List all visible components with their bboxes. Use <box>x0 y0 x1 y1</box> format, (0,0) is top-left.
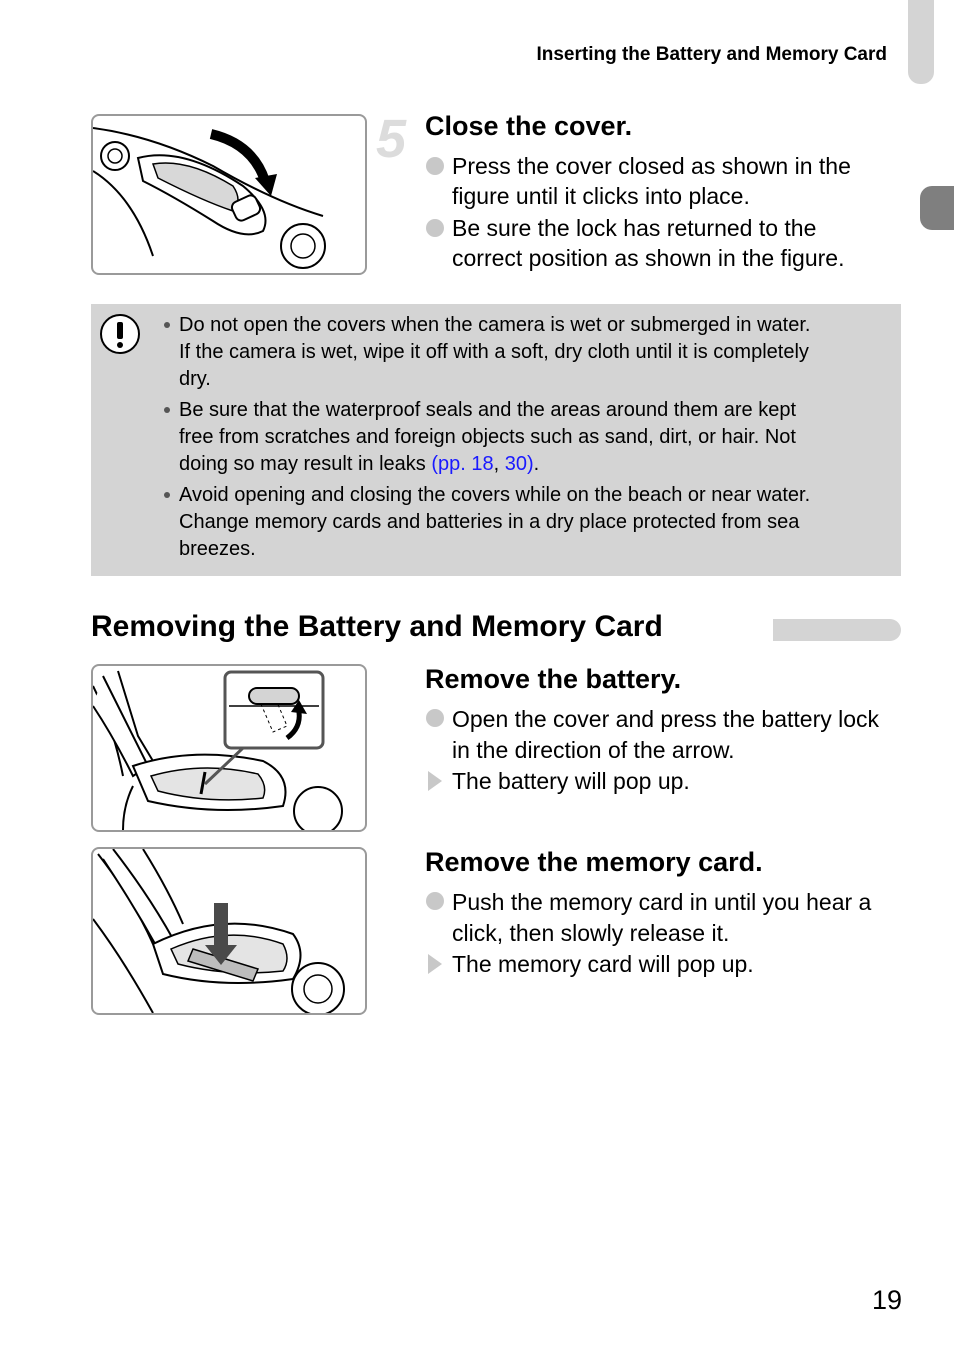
step-result-text: The battery will pop up. <box>452 768 690 794</box>
step-text-line: Open the cover and press the battery lock <box>452 706 880 732</box>
page-ref-open: (pp. <box>431 453 472 475</box>
bullet-circle <box>426 157 444 175</box>
running-header: Inserting the Battery and Memory Card <box>536 44 887 65</box>
step-result-text: The memory card will pop up. <box>452 951 754 977</box>
caution-text-line: Do not open the covers when the camera is wet or submerged in water. <box>179 314 811 336</box>
caution-text-line: breezes. <box>179 538 256 560</box>
close-cover-illustration <box>91 114 367 275</box>
caution-bullet <box>164 407 170 413</box>
caution-text: doing so may result in leaks <box>179 453 432 475</box>
result-triangle-icon <box>428 954 442 974</box>
page-ref-separator: , <box>493 453 505 475</box>
caution-text-line: Change memory cards and batteries in a dry place protected from sea <box>179 511 800 533</box>
thumb-tab <box>908 0 934 84</box>
step-title-close-cover: Close the cover. <box>425 111 633 141</box>
bullet-circle <box>426 219 444 237</box>
caution-icon <box>100 314 140 354</box>
step-text-line: Push the memory card in until you hear a <box>452 889 872 915</box>
step-text-line: figure until it clicks into place. <box>452 183 750 209</box>
chapter-tab <box>920 186 954 230</box>
bullet-circle <box>426 892 444 910</box>
caution-text-line: free from scratches and foreign objects such as sand, dirt, or hair. Not <box>179 426 796 448</box>
result-triangle-icon <box>428 771 442 791</box>
remove-battery-illustration <box>91 664 367 832</box>
caution-text-line <box>179 451 539 478</box>
step-title-remove-battery: Remove the battery. <box>425 664 682 694</box>
page-number: 19 <box>871 1285 902 1315</box>
caution-bullet <box>164 322 170 328</box>
caution-text-line: If the camera is wet, wipe it off with a soft, dry cloth until it is completely <box>179 341 809 363</box>
caution-text-line: Avoid opening and closing the covers while on the beach or near water. <box>179 484 811 506</box>
step-text-line: Be sure the lock has returned to the <box>452 215 817 241</box>
step-title-remove-card: Remove the memory card. <box>425 847 763 877</box>
page-ref-link-30[interactable]: 30) <box>504 453 534 475</box>
step-text-line: click, then slowly release it. <box>452 920 730 946</box>
page-ref-close: . <box>533 453 540 475</box>
step-text-line: Press the cover closed as shown in the <box>452 153 851 179</box>
page-ref-link-18[interactable]: 18 <box>471 453 494 475</box>
step-text-line: in the direction of the arrow. <box>452 737 735 763</box>
section-bar <box>773 619 901 641</box>
section-title: Removing the Battery and Memory Card <box>91 610 663 643</box>
caution-bullet <box>164 492 170 498</box>
remove-card-illustration <box>91 847 367 1015</box>
caution-text-line: dry. <box>179 368 211 390</box>
caution-text-line: Be sure that the waterproof seals and the areas around them are kept <box>179 399 797 421</box>
bullet-circle <box>426 709 444 727</box>
step-text-line: correct position as shown in the figure. <box>452 245 845 271</box>
step-number: 5 <box>376 109 407 169</box>
